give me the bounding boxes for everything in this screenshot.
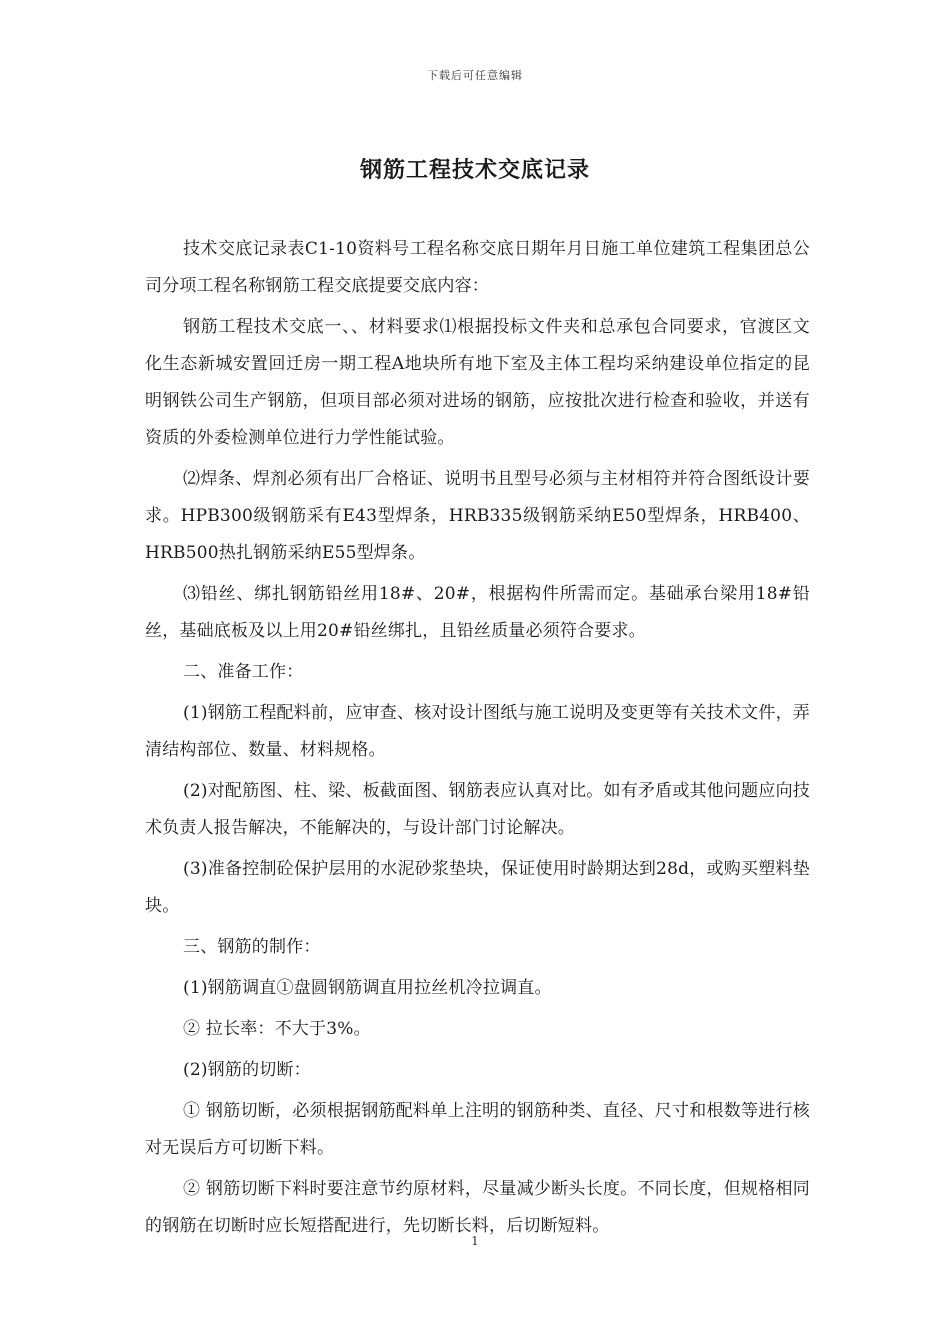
paragraph-material-requirements: 钢筋工程技术交底一、、材料要求⑴根据投标文件夹和总承包合同要求，官渡区文化生态新城安置回迁房一期工程A地块所有地下室及主体工程均采纳建设单位指定的昆明钢铁公司生产钢筋，但项目部必须对进场的钢筋，应按批次进行检查和验收，并送有资质的外委检测单位进行力学性能试验。 bbox=[145, 317, 810, 448]
paragraph-intro: 技术交底记录表C1-10资料号工程名称交底日期年月日施工单位建筑工程集团总公司分项工程名称钢筋工程交底提要交底内容： bbox=[145, 239, 810, 296]
paragraph-prep-3: (3)准备控制砼保护层用的水泥砂浆垫块，保证使用时龄期达到28d，或购买塑料垫块。 bbox=[145, 859, 810, 916]
paragraph-welding-rods: ⑵焊条、焊剂必须有出厂合格证、说明书且型号必须与主材相符并符合图纸设计要求。HPB300级钢筋采有E43型焊条，HRB335级钢筋采纳E50型焊条，HRB400、HRB500热扎钢筋采纳E55型焊条。 bbox=[145, 469, 810, 563]
section-heading-preparation: 二、准备工作： bbox=[183, 662, 304, 682]
paragraph-cutting-1: ① 钢筋切断，必须根据钢筋配料单上注明的钢筋种类、直径、尺寸和根数等进行核对无误后方可切断下料。 bbox=[145, 1101, 810, 1158]
document-title: 钢筋工程技术交底记录 bbox=[359, 157, 590, 183]
document-body bbox=[145, 231, 810, 1249]
paragraph-prep-1: (1)钢筋工程配料前，应审查、核对设计图纸与施工说明及变更等有关技术文件，弄清结构部位、数量、材料规格。 bbox=[145, 703, 810, 760]
paragraph-binding-wire: ⑶铅丝、绑扎钢筋铅丝用18#、20#，根据构件所需而定。基础承台梁用18#铅丝，基础底板及以上用20#铅丝绑扎，且铅丝质量必须符合要求。 bbox=[145, 584, 810, 641]
paragraph-elongation: ② 拉长率：不大于3%。 bbox=[183, 1019, 371, 1039]
paragraph-straightening: (1)钢筋调直①盘圆钢筋调直用拉丝机冷拉调直。 bbox=[183, 978, 552, 998]
paragraph-cutting-heading: (2)钢筋的切断： bbox=[183, 1060, 311, 1080]
paragraph-prep-2: (2)对配筋图、柱、梁、板截面图、钢筋表应认真对比。如有矛盾或其他问题应向技术负责人报告解决，不能解决的，与设计部门讨论解决。 bbox=[145, 781, 810, 838]
section-heading-fabrication: 三、钢筋的制作： bbox=[183, 937, 321, 957]
paragraph-cutting-2: ② 钢筋切断下料时要注意节约原材料，尽量减少断头长度。不同长度，但规格相同的钢筋在切断时应长短搭配进行，先切断长料，后切断短料。 bbox=[145, 1179, 810, 1236]
page-number: 1 bbox=[471, 1234, 479, 1248]
header-note: 下载后可任意编辑 bbox=[427, 69, 523, 82]
